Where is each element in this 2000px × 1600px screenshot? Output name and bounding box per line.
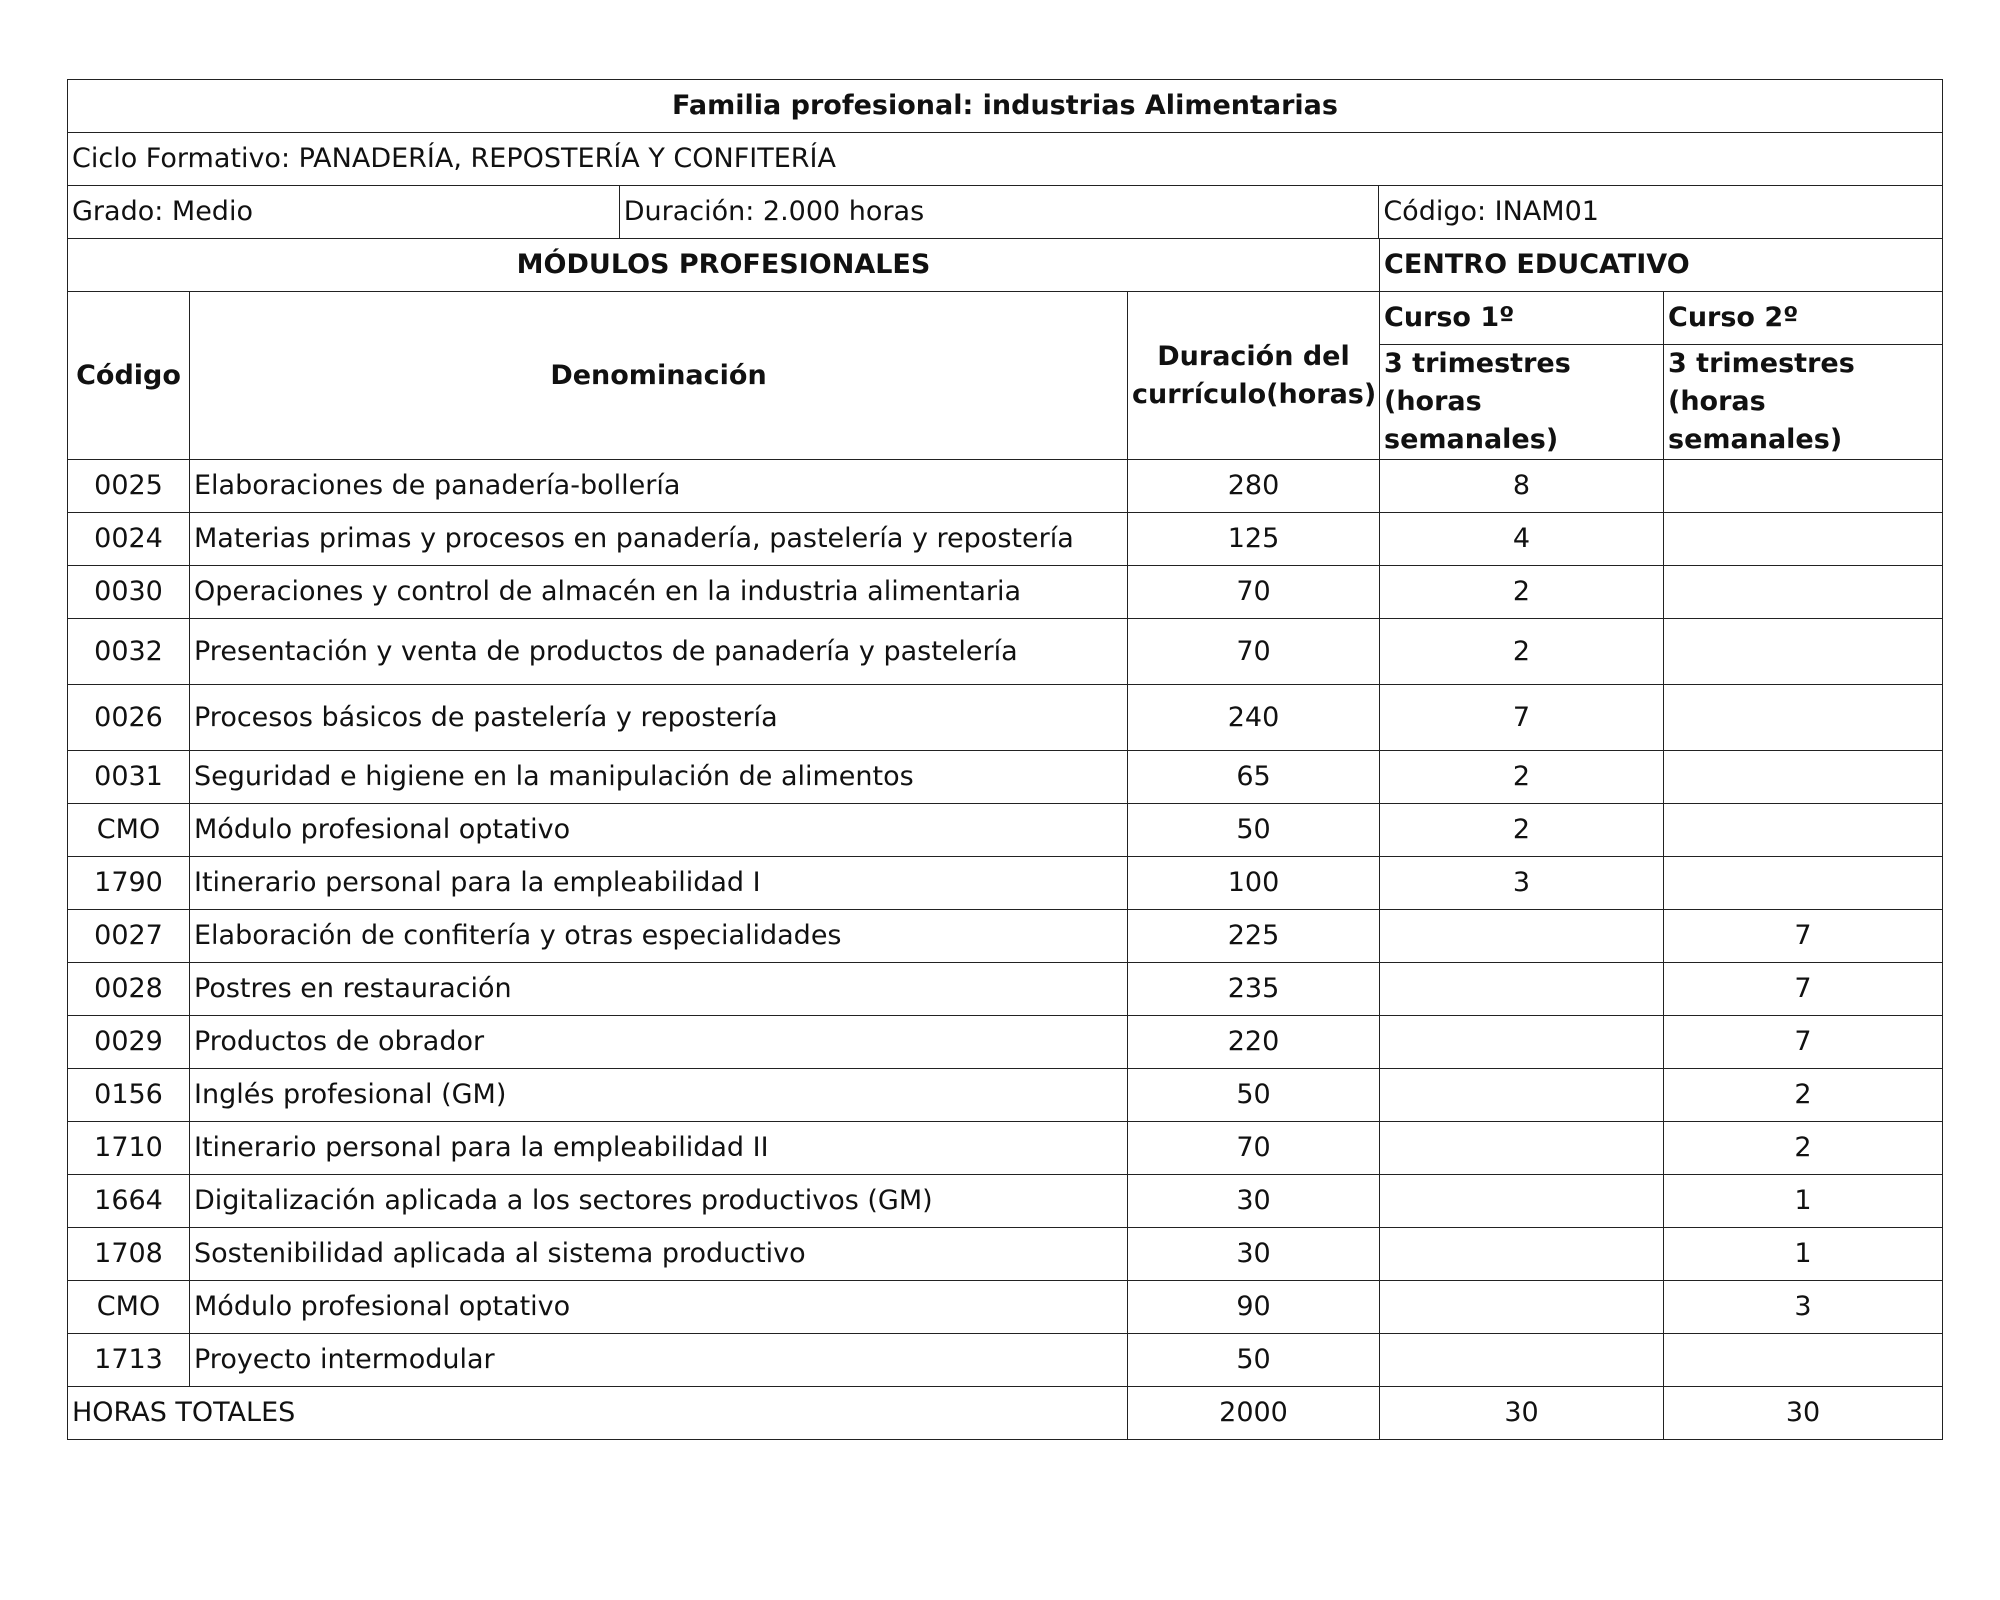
- curso2-cell: [1664, 566, 1943, 619]
- col-curso2-subheader: 3 trimestres (horas semanales): [1664, 345, 1943, 460]
- denominacion-cell: Procesos básicos de pastelería y repostería: [190, 685, 1128, 751]
- curso1-cell: [1380, 1334, 1664, 1387]
- curso2-cell: 1: [1664, 1175, 1943, 1228]
- denominacion-cell: Sostenibilidad aplicada al sistema productivo: [190, 1228, 1128, 1281]
- denominacion-cell: Elaboración de confitería y otras especialidades: [190, 910, 1128, 963]
- table-row: [68, 751, 1943, 804]
- column-header-row: [68, 292, 1943, 345]
- denominacion-cell: Itinerario personal para la empleabilidad II: [190, 1122, 1128, 1175]
- table-row: [68, 804, 1943, 857]
- duracion-cell: 65: [1128, 751, 1380, 804]
- denominacion-cell: Materias primas y procesos en panadería, pastelería y repostería: [190, 513, 1128, 566]
- curso2-cell: 7: [1664, 1016, 1943, 1069]
- codigo-cell: CMO: [68, 804, 190, 857]
- curso1-cell: 2: [1380, 566, 1664, 619]
- denominacion-cell: Módulo profesional optativo: [190, 804, 1128, 857]
- section-row: [68, 239, 1943, 292]
- info-cell-container: [68, 186, 1943, 239]
- codigo-cell: 0156: [68, 1069, 190, 1122]
- col-curso1-subheader: 3 trimestres (horas semanales): [1380, 345, 1664, 460]
- table-row: [68, 460, 1943, 513]
- table-row: [68, 1228, 1943, 1281]
- info-row: [68, 186, 1943, 239]
- duracion-cell: 90: [1128, 1281, 1380, 1334]
- totals-row: [68, 1387, 1943, 1440]
- table-row: [68, 1281, 1943, 1334]
- curso2-cell: 1: [1664, 1228, 1943, 1281]
- denominacion-cell: Elaboraciones de panadería-bollería: [190, 460, 1128, 513]
- curso2-cell: 2: [1664, 1069, 1943, 1122]
- denominacion-cell: Itinerario personal para la empleabilidad I: [190, 857, 1128, 910]
- centro-heading: CENTRO EDUCATIVO: [1380, 239, 1943, 292]
- duracion-cell: 70: [1128, 1122, 1380, 1175]
- col-curso2-header: Curso 2º: [1664, 292, 1943, 345]
- familia-row: [68, 80, 1943, 133]
- codigo-cell: 0031: [68, 751, 190, 804]
- denominacion-cell: Proyecto intermodular: [190, 1334, 1128, 1387]
- codigo-cell: CMO: [68, 1281, 190, 1334]
- col-denominacion-header: Denominación: [190, 292, 1128, 460]
- codigo-cell: 0025: [68, 460, 190, 513]
- grado-cell: Grado: Medio: [68, 186, 620, 238]
- table-row: [68, 1334, 1943, 1387]
- ciclo-row: [68, 133, 1943, 186]
- duracion-cell: 100: [1128, 857, 1380, 910]
- curso2-cell: [1664, 1334, 1943, 1387]
- codigo-cell: 0030: [68, 566, 190, 619]
- duracion-cell: 50: [1128, 1069, 1380, 1122]
- codigo-cell: 0029: [68, 1016, 190, 1069]
- codigo-cell: 1790: [68, 857, 190, 910]
- col-codigo-header: Código: [68, 292, 190, 460]
- denominacion-cell: Seguridad e higiene en la manipulación de alimentos: [190, 751, 1128, 804]
- curso1-cell: [1380, 1281, 1664, 1334]
- duracion-cell: 240: [1128, 685, 1380, 751]
- duracion-cell: 70: [1128, 566, 1380, 619]
- codigo-cell: 1708: [68, 1228, 190, 1281]
- codigo-cell: 1664: [68, 1175, 190, 1228]
- curso2-cell: [1664, 804, 1943, 857]
- table-row: [68, 619, 1943, 685]
- table-row: [68, 685, 1943, 751]
- denominacion-cell: Operaciones y control de almacén en la industria alimentaria: [190, 566, 1128, 619]
- curso2-cell: [1664, 460, 1943, 513]
- curso1-cell: 2: [1380, 804, 1664, 857]
- codigo-cell: 0026: [68, 685, 190, 751]
- curso2-cell: 7: [1664, 910, 1943, 963]
- duracion-cell: 70: [1128, 619, 1380, 685]
- duracion-cell: 220: [1128, 1016, 1380, 1069]
- codigo-cell: 0027: [68, 910, 190, 963]
- duracion-cell: 280: [1128, 460, 1380, 513]
- table-row: [68, 566, 1943, 619]
- denominacion-cell: Postres en restauración: [190, 963, 1128, 1016]
- curso1-cell: [1380, 963, 1664, 1016]
- curso1-cell: 7: [1380, 685, 1664, 751]
- curso2-cell: 3: [1664, 1281, 1943, 1334]
- curso1-cell: 2: [1380, 619, 1664, 685]
- ciclo-title: Ciclo Formativo: PANADERÍA, REPOSTERÍA Y CONFITERÍA: [68, 133, 1943, 186]
- duracion-cell: 125: [1128, 513, 1380, 566]
- table-row: [68, 1069, 1943, 1122]
- codigo-cell: 0032: [68, 619, 190, 685]
- col-duracion-header: Duración del currículo(horas): [1128, 292, 1380, 460]
- duracion-cell: 235: [1128, 963, 1380, 1016]
- curso2-cell: [1664, 857, 1943, 910]
- modulos-heading: MÓDULOS PROFESIONALES: [68, 239, 1380, 292]
- curso1-cell: [1380, 1069, 1664, 1122]
- table-row: [68, 1175, 1943, 1228]
- table-row: [68, 1122, 1943, 1175]
- curso1-cell: [1380, 1228, 1664, 1281]
- duracion-cell: Duración: 2.000 horas: [620, 186, 1380, 238]
- totals-curso2: 30: [1664, 1387, 1943, 1440]
- codigo-cell: Código: INAM01: [1383, 196, 1599, 227]
- codigo-cell: 0028: [68, 963, 190, 1016]
- table-row: [68, 963, 1943, 1016]
- table-row: [68, 1016, 1943, 1069]
- codigo-cell: 1713: [68, 1334, 190, 1387]
- codigo-cell: 0024: [68, 513, 190, 566]
- denominacion-cell: Presentación y venta de productos de panadería y pastelería: [190, 619, 1128, 685]
- denominacion-cell: Productos de obrador: [190, 1016, 1128, 1069]
- duracion-cell: 225: [1128, 910, 1380, 963]
- curso2-cell: [1664, 513, 1943, 566]
- totals-label: HORAS TOTALES: [68, 1387, 1128, 1440]
- curso2-cell: [1664, 619, 1943, 685]
- duracion-cell: 50: [1128, 1334, 1380, 1387]
- curso1-cell: [1380, 1122, 1664, 1175]
- totals-curso1: 30: [1380, 1387, 1664, 1440]
- curso1-cell: [1380, 910, 1664, 963]
- familia-title: Familia profesional: industrias Alimentarias: [68, 80, 1943, 133]
- denominacion-cell: Digitalización aplicada a los sectores productivos (GM): [190, 1175, 1128, 1228]
- curriculum-table: [67, 79, 1943, 1440]
- totals-duracion: 2000: [1128, 1387, 1380, 1440]
- curso2-cell: [1664, 685, 1943, 751]
- col-curso1-header: Curso 1º: [1380, 292, 1664, 345]
- curso2-cell: 2: [1664, 1122, 1943, 1175]
- curso2-cell: 7: [1664, 963, 1943, 1016]
- table-row: [68, 910, 1943, 963]
- duracion-cell: 30: [1128, 1228, 1380, 1281]
- denominacion-cell: Módulo profesional optativo: [190, 1281, 1128, 1334]
- curso1-cell: [1380, 1175, 1664, 1228]
- table-row: [68, 513, 1943, 566]
- denominacion-cell: Inglés profesional (GM): [190, 1069, 1128, 1122]
- curso1-cell: 3: [1380, 857, 1664, 910]
- table-row: [68, 857, 1943, 910]
- duracion-cell: 30: [1128, 1175, 1380, 1228]
- curso2-cell: [1664, 751, 1943, 804]
- curso1-cell: 4: [1380, 513, 1664, 566]
- duracion-cell: 50: [1128, 804, 1380, 857]
- codigo-cell: 1710: [68, 1122, 190, 1175]
- curso1-cell: 8: [1380, 460, 1664, 513]
- curso1-cell: 2: [1380, 751, 1664, 804]
- curso1-cell: [1380, 1016, 1664, 1069]
